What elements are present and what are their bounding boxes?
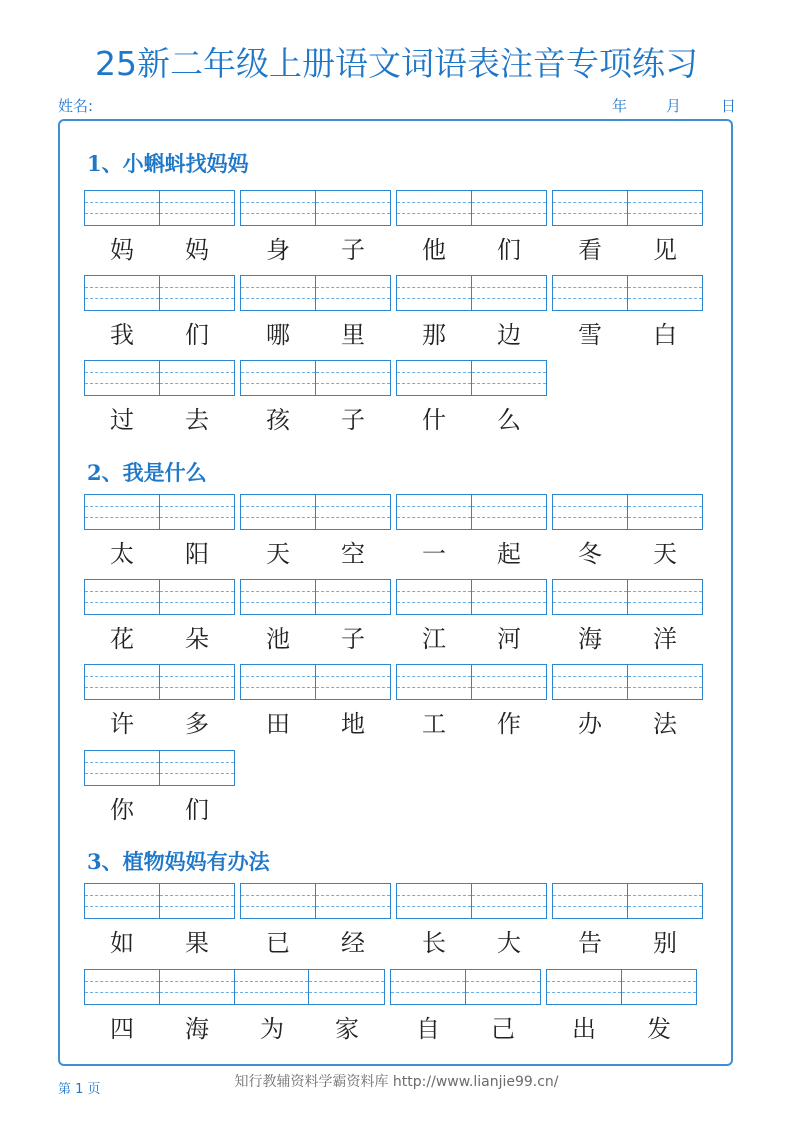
pinyin-box-group[interactable] bbox=[396, 360, 547, 396]
pinyin-box[interactable] bbox=[309, 970, 384, 1004]
hanzi-character: 什 bbox=[422, 406, 446, 434]
section-title: 3、植物妈妈有办法 bbox=[87, 849, 270, 874]
pinyin-box[interactable] bbox=[316, 361, 391, 395]
pinyin-box[interactable] bbox=[160, 970, 235, 1004]
pinyin-box[interactable] bbox=[391, 970, 466, 1004]
hanzi-character: 经 bbox=[341, 929, 365, 957]
hanzi-character: 法 bbox=[653, 710, 677, 738]
hanzi-character: 江 bbox=[422, 625, 446, 653]
pinyin-box-group[interactable] bbox=[552, 579, 703, 615]
hanzi-character: 自 bbox=[416, 1015, 440, 1043]
pinyin-box[interactable] bbox=[316, 665, 391, 699]
pinyin-box[interactable] bbox=[160, 665, 235, 699]
pinyin-box[interactable] bbox=[472, 495, 547, 529]
pinyin-box[interactable] bbox=[472, 884, 547, 918]
pinyin-box-group[interactable] bbox=[240, 494, 391, 530]
hanzi-character: 办 bbox=[578, 710, 602, 738]
hanzi-character: 果 bbox=[185, 929, 209, 957]
hanzi-character: 里 bbox=[341, 321, 365, 349]
hanzi-character: 我 bbox=[110, 321, 134, 349]
pinyin-box[interactable] bbox=[397, 276, 472, 310]
pinyin-box-group[interactable] bbox=[552, 275, 703, 311]
hanzi-character: 海 bbox=[578, 625, 602, 653]
hanzi-character: 花 bbox=[110, 625, 134, 653]
pinyin-box-group[interactable] bbox=[240, 664, 391, 700]
pinyin-box-group[interactable] bbox=[396, 190, 547, 226]
hanzi-character: 去 bbox=[185, 406, 209, 434]
hanzi-character: 们 bbox=[185, 796, 209, 824]
pinyin-box[interactable] bbox=[160, 751, 235, 785]
pinyin-box-group[interactable] bbox=[240, 579, 391, 615]
pinyin-box-group[interactable] bbox=[552, 190, 703, 226]
pinyin-box[interactable] bbox=[553, 580, 628, 614]
pinyin-box[interactable] bbox=[472, 580, 547, 614]
pinyin-box[interactable] bbox=[397, 884, 472, 918]
hanzi-character: 大 bbox=[497, 929, 521, 957]
hanzi-character: 起 bbox=[497, 540, 521, 568]
pinyin-box-group[interactable] bbox=[84, 190, 235, 226]
hanzi-character: 哪 bbox=[266, 321, 290, 349]
pinyin-box[interactable] bbox=[85, 361, 160, 395]
hanzi-character: 妈 bbox=[185, 236, 209, 264]
pinyin-box[interactable] bbox=[628, 884, 703, 918]
year-label: 年 bbox=[612, 97, 628, 115]
page-title: 25新二年级上册语文词语表注音专项练习 bbox=[95, 44, 698, 83]
pinyin-box[interactable] bbox=[241, 884, 316, 918]
hanzi-character: 多 bbox=[185, 710, 209, 738]
hanzi-character: 河 bbox=[497, 625, 521, 653]
pinyin-box[interactable] bbox=[85, 665, 160, 699]
pinyin-box[interactable] bbox=[85, 580, 160, 614]
pinyin-box-group[interactable] bbox=[240, 883, 391, 919]
hanzi-character: 池 bbox=[266, 625, 290, 653]
hanzi-character: 长 bbox=[422, 929, 446, 957]
hanzi-character: 田 bbox=[266, 710, 290, 738]
pinyin-box[interactable] bbox=[553, 495, 628, 529]
hanzi-character: 四 bbox=[110, 1015, 134, 1043]
pinyin-box[interactable] bbox=[316, 276, 391, 310]
pinyin-box-group[interactable] bbox=[84, 969, 385, 1005]
source-footer: 知行教辅资料学霸资料库 http://www.lianjie99.cn/ bbox=[234, 1074, 559, 1090]
hanzi-character: 空 bbox=[341, 540, 365, 568]
pinyin-box-group[interactable] bbox=[84, 883, 235, 919]
pinyin-box-group[interactable] bbox=[84, 664, 235, 700]
pinyin-box[interactable] bbox=[241, 580, 316, 614]
pinyin-box[interactable] bbox=[397, 361, 472, 395]
hanzi-character: 你 bbox=[110, 796, 134, 824]
pinyin-box[interactable] bbox=[547, 970, 622, 1004]
pinyin-box-group[interactable] bbox=[84, 579, 235, 615]
hanzi-character: 雪 bbox=[578, 321, 602, 349]
pinyin-box[interactable] bbox=[85, 970, 160, 1004]
hanzi-character: 那 bbox=[422, 321, 446, 349]
pinyin-box[interactable] bbox=[241, 495, 316, 529]
hanzi-character: 己 bbox=[491, 1015, 515, 1043]
hanzi-character: 妈 bbox=[110, 236, 134, 264]
hanzi-character: 孩 bbox=[266, 406, 290, 434]
pinyin-box[interactable] bbox=[241, 665, 316, 699]
pinyin-box[interactable] bbox=[628, 276, 703, 310]
hanzi-character: 许 bbox=[110, 710, 134, 738]
pinyin-box[interactable] bbox=[160, 580, 235, 614]
hanzi-character: 天 bbox=[653, 540, 677, 568]
pinyin-box[interactable] bbox=[397, 495, 472, 529]
hanzi-character: 家 bbox=[335, 1015, 359, 1043]
hanzi-character: 别 bbox=[653, 929, 677, 957]
hanzi-character: 告 bbox=[578, 929, 602, 957]
pinyin-box-group[interactable] bbox=[396, 275, 547, 311]
pinyin-box-group[interactable] bbox=[84, 494, 235, 530]
pinyin-box[interactable] bbox=[553, 276, 628, 310]
pinyin-box-group[interactable] bbox=[240, 190, 391, 226]
hanzi-character: 洋 bbox=[653, 625, 677, 653]
pinyin-box[interactable] bbox=[397, 580, 472, 614]
section-title: 2、我是什么 bbox=[87, 460, 207, 485]
pinyin-box-group[interactable] bbox=[84, 750, 235, 786]
pinyin-box-group[interactable] bbox=[84, 275, 235, 311]
hanzi-character: 地 bbox=[341, 710, 365, 738]
hanzi-character: 子 bbox=[341, 406, 365, 434]
pinyin-box[interactable] bbox=[553, 191, 628, 225]
pinyin-box[interactable] bbox=[241, 361, 316, 395]
pinyin-box[interactable] bbox=[160, 191, 235, 225]
pinyin-box-group[interactable] bbox=[546, 969, 697, 1005]
pinyin-box[interactable] bbox=[628, 580, 703, 614]
pinyin-box[interactable] bbox=[160, 884, 235, 918]
pinyin-box[interactable] bbox=[85, 751, 160, 785]
hanzi-character: 边 bbox=[497, 321, 521, 349]
hanzi-character: 过 bbox=[110, 406, 134, 434]
hanzi-character: 看 bbox=[578, 236, 602, 264]
hanzi-character: 朵 bbox=[185, 625, 209, 653]
hanzi-character: 发 bbox=[647, 1015, 671, 1043]
pinyin-box[interactable] bbox=[397, 191, 472, 225]
pinyin-box[interactable] bbox=[472, 665, 547, 699]
hanzi-character: 身 bbox=[266, 236, 290, 264]
pinyin-box[interactable] bbox=[85, 276, 160, 310]
pinyin-box[interactable] bbox=[235, 970, 310, 1004]
pinyin-box-group[interactable] bbox=[396, 664, 547, 700]
hanzi-character: 作 bbox=[497, 710, 521, 738]
hanzi-character: 工 bbox=[422, 710, 446, 738]
pinyin-box[interactable] bbox=[241, 276, 316, 310]
pinyin-box-group[interactable] bbox=[552, 883, 703, 919]
pinyin-box[interactable] bbox=[85, 191, 160, 225]
section-title: 1、小蝌蚪找妈妈 bbox=[87, 151, 249, 176]
pinyin-box[interactable] bbox=[85, 884, 160, 918]
pinyin-box[interactable] bbox=[160, 361, 235, 395]
hanzi-character: 为 bbox=[260, 1015, 284, 1043]
hanzi-character: 如 bbox=[110, 929, 134, 957]
pinyin-box-group[interactable] bbox=[390, 969, 541, 1005]
hanzi-character: 们 bbox=[185, 321, 209, 349]
hanzi-character: 海 bbox=[185, 1015, 209, 1043]
pinyin-box[interactable] bbox=[628, 495, 703, 529]
hanzi-character: 冬 bbox=[578, 540, 602, 568]
pinyin-box[interactable] bbox=[241, 191, 316, 225]
pinyin-box[interactable] bbox=[160, 276, 235, 310]
pinyin-box[interactable] bbox=[622, 970, 697, 1004]
pinyin-box[interactable] bbox=[316, 191, 391, 225]
pinyin-box[interactable] bbox=[160, 495, 235, 529]
month-label: 月 bbox=[666, 97, 682, 115]
hanzi-character: 见 bbox=[653, 236, 677, 264]
day-label: 日 bbox=[721, 97, 737, 115]
hanzi-character: 白 bbox=[653, 321, 677, 349]
pinyin-box[interactable] bbox=[553, 884, 628, 918]
hanzi-character: 阳 bbox=[185, 540, 209, 568]
hanzi-character: 们 bbox=[497, 236, 521, 264]
hanzi-character: 子 bbox=[341, 625, 365, 653]
pinyin-box[interactable] bbox=[553, 665, 628, 699]
hanzi-character: 太 bbox=[110, 540, 134, 568]
hanzi-character: 出 bbox=[572, 1015, 596, 1043]
hanzi-character: 天 bbox=[266, 540, 290, 568]
hanzi-character: 么 bbox=[497, 406, 521, 434]
pinyin-box[interactable] bbox=[316, 580, 391, 614]
pinyin-box[interactable] bbox=[316, 495, 391, 529]
hanzi-character: 已 bbox=[266, 929, 290, 957]
hanzi-character: 他 bbox=[422, 236, 446, 264]
pinyin-box[interactable] bbox=[472, 276, 547, 310]
pinyin-box-group[interactable] bbox=[396, 883, 547, 919]
pinyin-box[interactable] bbox=[628, 191, 703, 225]
hanzi-character: 一 bbox=[422, 540, 446, 568]
pinyin-box[interactable] bbox=[466, 970, 541, 1004]
pinyin-box[interactable] bbox=[472, 191, 547, 225]
pinyin-box-group[interactable] bbox=[552, 494, 703, 530]
pinyin-box[interactable] bbox=[397, 665, 472, 699]
pinyin-box[interactable] bbox=[316, 884, 391, 918]
pinyin-box-group[interactable] bbox=[396, 494, 547, 530]
pinyin-box[interactable] bbox=[628, 665, 703, 699]
pinyin-box-group[interactable] bbox=[84, 360, 235, 396]
pinyin-box-group[interactable] bbox=[240, 275, 391, 311]
pinyin-box-group[interactable] bbox=[240, 360, 391, 396]
pinyin-box[interactable] bbox=[472, 361, 547, 395]
pinyin-box-group[interactable] bbox=[552, 664, 703, 700]
pinyin-box[interactable] bbox=[85, 495, 160, 529]
pinyin-box-group[interactable] bbox=[396, 579, 547, 615]
hanzi-character: 子 bbox=[341, 236, 365, 264]
page-number: 第 1 页 bbox=[58, 1082, 101, 1097]
name-label: 姓名: bbox=[58, 97, 94, 115]
